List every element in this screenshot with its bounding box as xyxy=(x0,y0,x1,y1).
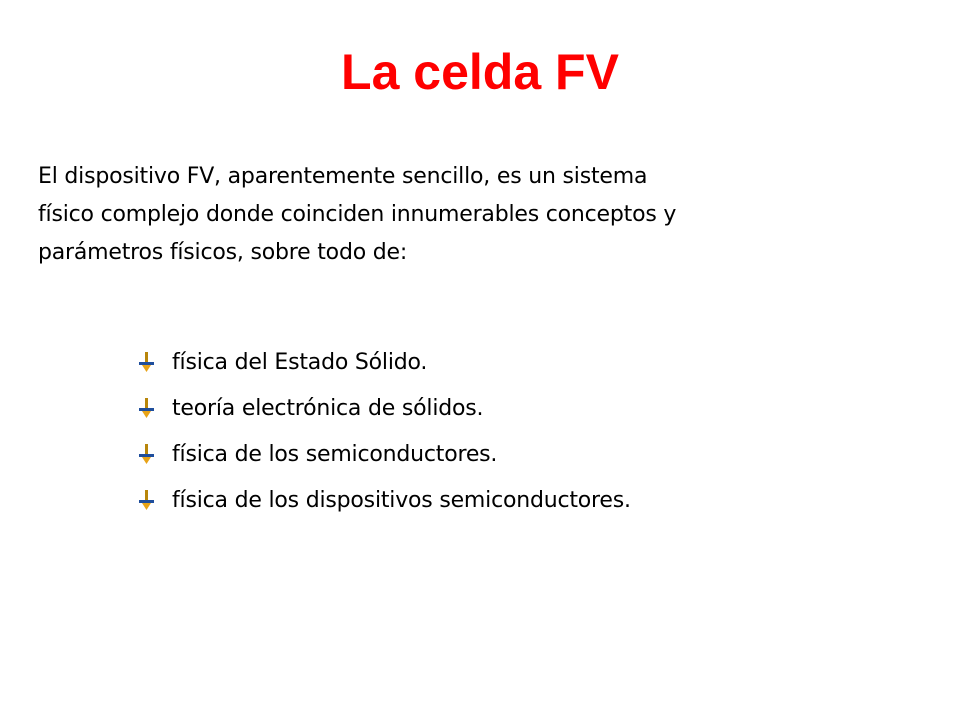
slide-title: La celda FV xyxy=(341,44,619,100)
bullet-item xyxy=(136,340,631,386)
bullet-text: física de los dispositivos semiconductores. xyxy=(172,488,631,513)
arrow-down-bullet-icon xyxy=(136,397,158,419)
bullet-list xyxy=(136,340,631,524)
bullet-text: física del Estado Sólido. xyxy=(172,350,428,375)
arrow-down-bullet-icon xyxy=(136,443,158,465)
bullet-item xyxy=(136,386,631,432)
bullet-item xyxy=(136,478,631,524)
bullet-item xyxy=(136,432,631,478)
bullet-text: física de los semiconductores. xyxy=(172,442,498,467)
bullet-text: teoría electrónica de sólidos. xyxy=(172,396,484,421)
intro-line: El dispositivo FV, aparentemente sencillo, es un sistema xyxy=(38,164,648,189)
intro-line: físico complejo donde coinciden innumerables conceptos y xyxy=(38,202,677,227)
arrow-down-bullet-icon xyxy=(136,351,158,373)
intro-line: parámetros físicos, sobre todo de: xyxy=(38,240,408,265)
arrow-down-bullet-icon xyxy=(136,489,158,511)
intro-paragraph xyxy=(38,158,838,272)
